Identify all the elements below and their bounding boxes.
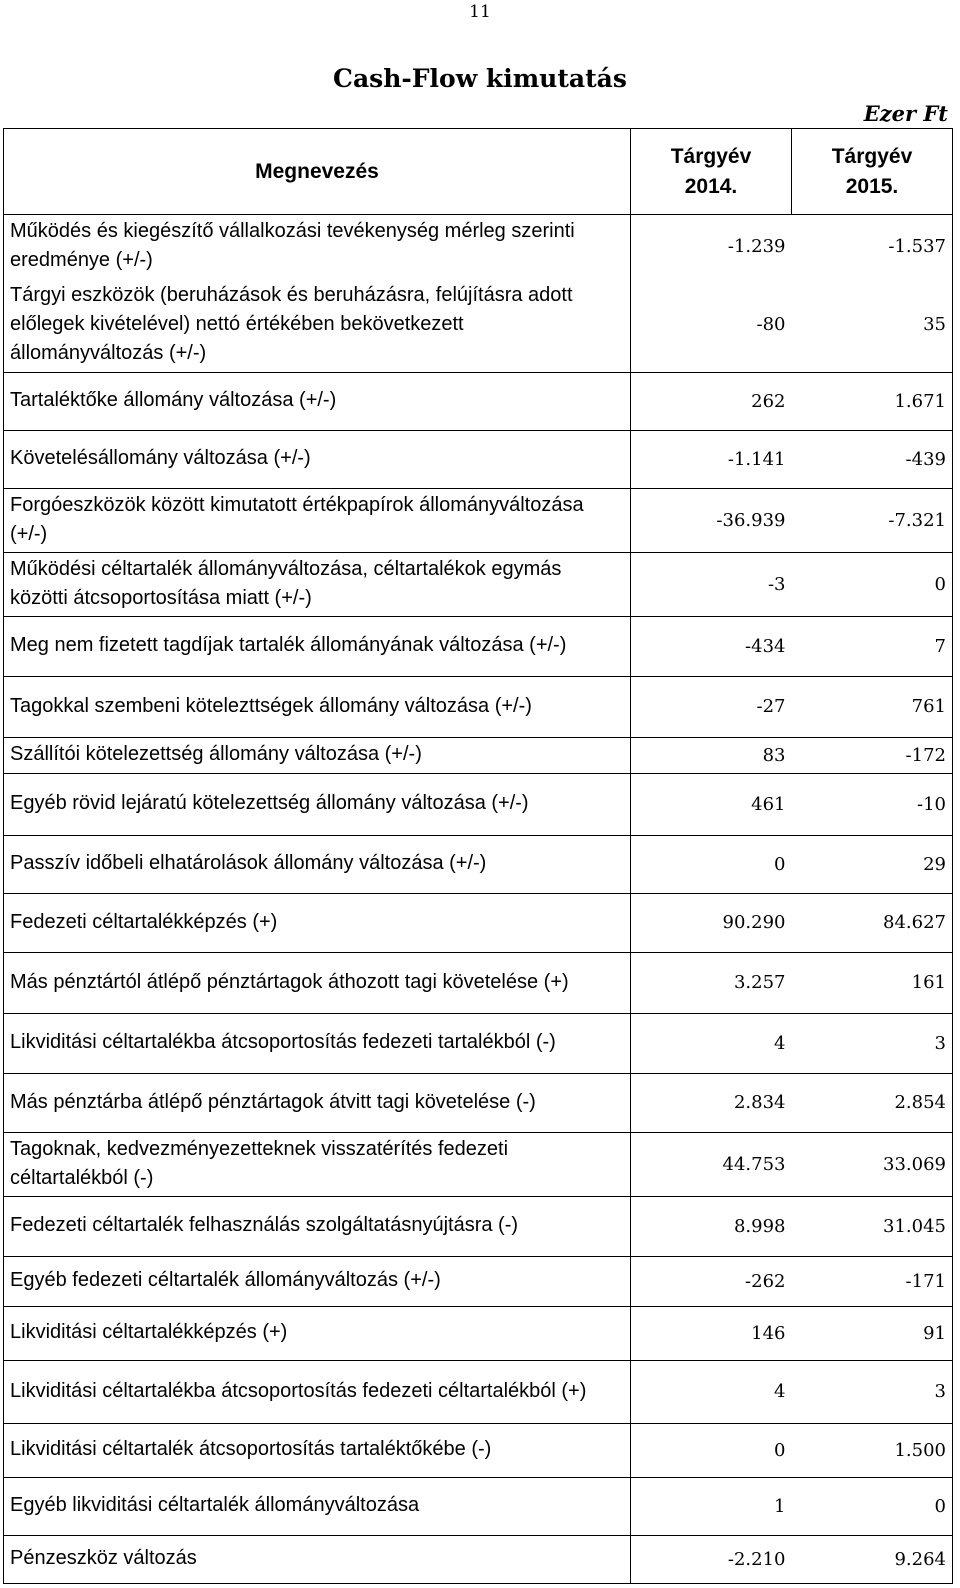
row-label: Pénzeszköz változás (4, 1535, 631, 1583)
row-label: Fedezeti céltartalék felhasználás szolgáltatásnyújtásra (-) (4, 1196, 631, 1256)
value-2015: 33.069 (792, 1132, 953, 1196)
value-2014: 8.998 (631, 1196, 792, 1256)
row-label: Passzív időbeli elhatárolások állomány változása (+/-) (4, 835, 631, 893)
column-header-2015-line1: Tárgyév (831, 144, 913, 168)
table-row (4, 552, 953, 616)
table-row (4, 1132, 953, 1196)
value-2015: -172 (792, 737, 953, 773)
row-label: Követelésállomány változása (+/-) (4, 430, 631, 488)
table-row (4, 676, 953, 737)
value-2015: -1.537 (792, 215, 953, 279)
row-label: Fedezeti céltartalékképzés (+) (4, 893, 631, 952)
row-label: Szállítói kötelezettség állomány változása (+/-) (4, 737, 631, 773)
value-2014: 3.257 (631, 952, 792, 1013)
column-header-2014 (631, 129, 792, 215)
table-row (4, 773, 953, 835)
row-label: Likviditási céltartalékba átcsoportosítás fedezeti céltartalékból (+) (4, 1360, 631, 1423)
value-2015: 31.045 (792, 1196, 953, 1256)
table-row (4, 1306, 953, 1360)
value-2015: -10 (792, 773, 953, 835)
value-2014: 90.290 (631, 893, 792, 952)
value-2014: 44.753 (631, 1132, 792, 1196)
value-2014: 1 (631, 1477, 792, 1535)
row-label: Meg nem fizetett tagdíjak tartalék állományának változása (+/-) (4, 616, 631, 676)
table-row (4, 278, 953, 372)
value-2014: 146 (631, 1306, 792, 1360)
row-label: Működési céltartalék állományváltozása, céltartalékok egymás közötti átcsoportosítása miatt (+/-) (4, 552, 631, 616)
value-2014: 262 (631, 372, 792, 430)
table-row (4, 430, 953, 488)
row-label: Forgóeszközök között kimutatott értékpapírok állományváltozása (+/-) (4, 488, 631, 552)
row-label: Tagokkal szembeni kötelezttségek állomány változása (+/-) (4, 676, 631, 737)
table-row (4, 1360, 953, 1423)
value-2015: -7.321 (792, 488, 953, 552)
column-header-2015-line2: 2015. (845, 174, 899, 198)
value-2014: -80 (631, 278, 792, 372)
value-2014: -434 (631, 616, 792, 676)
cash-flow-table (3, 128, 953, 1584)
row-label: Egyéb fedezeti céltartalék állományváltozás (+/-) (4, 1256, 631, 1306)
table-row (4, 372, 953, 430)
row-label: Likviditási céltartalékképzés (+) (4, 1306, 631, 1360)
row-label: Más pénztártól átlépő pénztártagok áthozott tagi követelése (+) (4, 952, 631, 1013)
row-label: Likviditási céltartalékba átcsoportosítás fedezeti tartalékból (-) (4, 1013, 631, 1073)
row-label: Likviditási céltartalék átcsoportosítás tartaléktőkébe (-) (4, 1423, 631, 1477)
value-2015: 1.500 (792, 1423, 953, 1477)
value-2015: 0 (792, 552, 953, 616)
value-2014: 0 (631, 1423, 792, 1477)
table-row (4, 737, 953, 773)
table-row (4, 488, 953, 552)
value-2015: 7 (792, 616, 953, 676)
table-row (4, 215, 953, 279)
value-2014: 0 (631, 835, 792, 893)
row-label: Más pénztárba átlépő pénztártagok átvitt tagi követelése (-) (4, 1073, 631, 1132)
table-row (4, 952, 953, 1013)
value-2014: -36.939 (631, 488, 792, 552)
row-label: Tagoknak, kedvezményezetteknek visszatérítés fedezeti céltartalékból (-) (4, 1132, 631, 1196)
column-header-2015 (792, 129, 953, 215)
value-2015: 2.854 (792, 1073, 953, 1132)
row-label: Egyéb rövid lejáratú kötelezettség állomány változása (+/-) (4, 773, 631, 835)
value-2015: 29 (792, 835, 953, 893)
value-2014: -1.141 (631, 430, 792, 488)
value-2015: 0 (792, 1477, 953, 1535)
table-header-row (4, 129, 953, 215)
value-2015: 9.264 (792, 1535, 953, 1583)
value-2014: -3 (631, 552, 792, 616)
column-header-2014-line2: 2014. (684, 174, 738, 198)
value-2015: -171 (792, 1256, 953, 1306)
table-row (4, 1013, 953, 1073)
value-2014: 461 (631, 773, 792, 835)
value-2014: 83 (631, 737, 792, 773)
table-row (4, 616, 953, 676)
table-row (4, 835, 953, 893)
value-2014: -27 (631, 676, 792, 737)
value-2014: -1.239 (631, 215, 792, 279)
value-2015: 3 (792, 1013, 953, 1073)
table-row (4, 1073, 953, 1132)
table-row (4, 1423, 953, 1477)
value-2015: 3 (792, 1360, 953, 1423)
value-2015: 1.671 (792, 372, 953, 430)
row-label: Egyéb likviditási céltartalék állományváltozása (4, 1477, 631, 1535)
table-row (4, 893, 953, 952)
value-2015: 84.627 (792, 893, 953, 952)
table-row (4, 1256, 953, 1306)
value-2015: 91 (792, 1306, 953, 1360)
value-2014: -2.210 (631, 1535, 792, 1583)
value-2015: 761 (792, 676, 953, 737)
value-2014: 4 (631, 1013, 792, 1073)
unit-label: Ezer Ft (863, 101, 948, 126)
value-2015: -439 (792, 430, 953, 488)
row-label: Működés és kiegészítő vállalkozási tevékenység mérleg szerinti eredménye (+/-) (4, 215, 631, 279)
table-row (4, 1477, 953, 1535)
table-row (4, 1196, 953, 1256)
table-row (4, 1535, 953, 1583)
value-2015: 161 (792, 952, 953, 1013)
column-header-2014-line1: Tárgyév (670, 144, 752, 168)
page-number: 11 (469, 2, 491, 22)
column-header-name: Megnevezés (4, 129, 631, 215)
value-2015: 35 (792, 278, 953, 372)
row-label: Tárgyi eszközök (beruházások és beruházásra, felújításra adott előlegek kivételével) nettó értékében bekövetkezett állományváltozás (+/-) (4, 278, 631, 372)
page-title: Cash-Flow kimutatás (333, 64, 627, 93)
row-label: Tartaléktőke állomány változása (+/-) (4, 372, 631, 430)
value-2014: -262 (631, 1256, 792, 1306)
value-2014: 2.834 (631, 1073, 792, 1132)
value-2014: 4 (631, 1360, 792, 1423)
